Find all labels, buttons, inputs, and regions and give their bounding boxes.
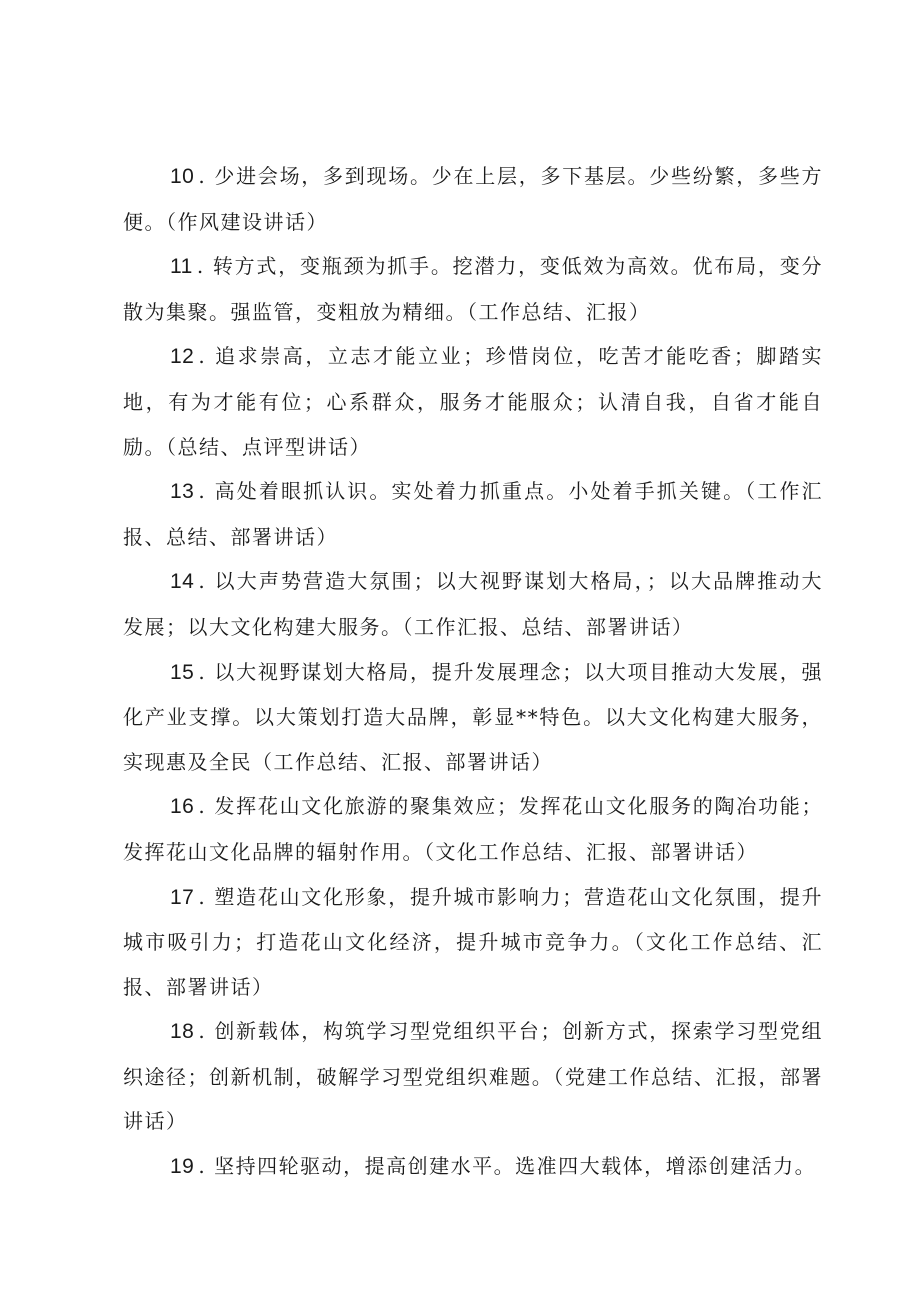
paragraph-text: . 追求崇高，立志才能立业；珍惜岗位，吃苦才能吃香；脚踏实地，有为才能有位；心系群众，服务才能服众；认清自我，自省才能自励。（总结、点评型讲话） — [123, 344, 823, 459]
paragraph-10 — [123, 154, 823, 244]
paragraph-14 — [123, 559, 823, 649]
paragraph-text: . 发挥花山文化旅游的聚集效应；发挥花山文化服务的陶冶功能；发挥花山文化品牌的辐射作用。（文化工作总结、汇报、部署讲话） — [123, 794, 823, 864]
paragraph-text: . 坚持四轮驱动，提高创建水平。选准四大载体，增添创建活力。 — [198, 1154, 817, 1179]
paragraph-number: 13 — [170, 480, 195, 504]
paragraph-13 — [123, 469, 823, 559]
paragraph-19 — [123, 1144, 823, 1190]
paragraph-number: 12 — [170, 345, 195, 369]
paragraph-number: 19 — [170, 1155, 195, 1179]
document-body — [123, 154, 823, 1190]
paragraph-number: 11 — [170, 255, 193, 279]
paragraph-text: . 创新载体，构筑学习型党组织平台；创新方式，探索学习型党组织途径；创新机制，破解学习型党组织难题。（党建工作总结、汇报，部署讲话） — [123, 1019, 823, 1134]
paragraph-12 — [123, 334, 823, 469]
paragraph-text: . 以大声势营造大氛围；以大视野谋划大格局，；以大品牌推动大发展；以大文化构建大服务。（工作汇报、总结、部署讲话） — [123, 569, 823, 639]
paragraph-number: 15 — [170, 660, 195, 684]
paragraph-number: 17 — [170, 885, 195, 909]
paragraph-16 — [123, 784, 823, 874]
paragraph-11 — [123, 244, 823, 334]
paragraph-text: . 以大视野谋划大格局，提升发展理念；以大项目推动大发展，强化产业支撑。以大策划打造大品牌，彰显**特色。以大文化构建大服务，实现惠及全民（工作总结、汇报、部署讲话） — [123, 659, 823, 774]
paragraph-text: . 高处着眼抓认识。实处着力抓重点。小处着手抓关键。（工作汇报、总结、部署讲话） — [123, 479, 823, 549]
paragraph-18 — [123, 1009, 823, 1144]
paragraph-number: 16 — [170, 795, 195, 819]
paragraph-number: 14 — [170, 570, 195, 594]
paragraph-number: 18 — [170, 1020, 195, 1044]
paragraph-text: . 塑造花山文化形象，提升城市影响力；营造花山文化氛围，提升城市吸引力；打造花山文化经济，提升城市竞争力。（文化工作总结、汇报、部署讲话） — [123, 884, 823, 999]
paragraph-17 — [123, 875, 823, 1010]
paragraph-15 — [123, 650, 823, 785]
paragraph-text: . 少进会场，多到现场。少在上层，多下基层。少些纷繁，多些方便。（作风建设讲话） — [123, 164, 823, 234]
paragraph-number: 10 — [170, 165, 195, 188]
paragraph-text: . 转方式，变瓶颈为抓手。挖潜力，变低效为高效。优布局，变分散为集聚。强监管，变粗放为精细。（工作总结、汇报） — [123, 254, 823, 324]
